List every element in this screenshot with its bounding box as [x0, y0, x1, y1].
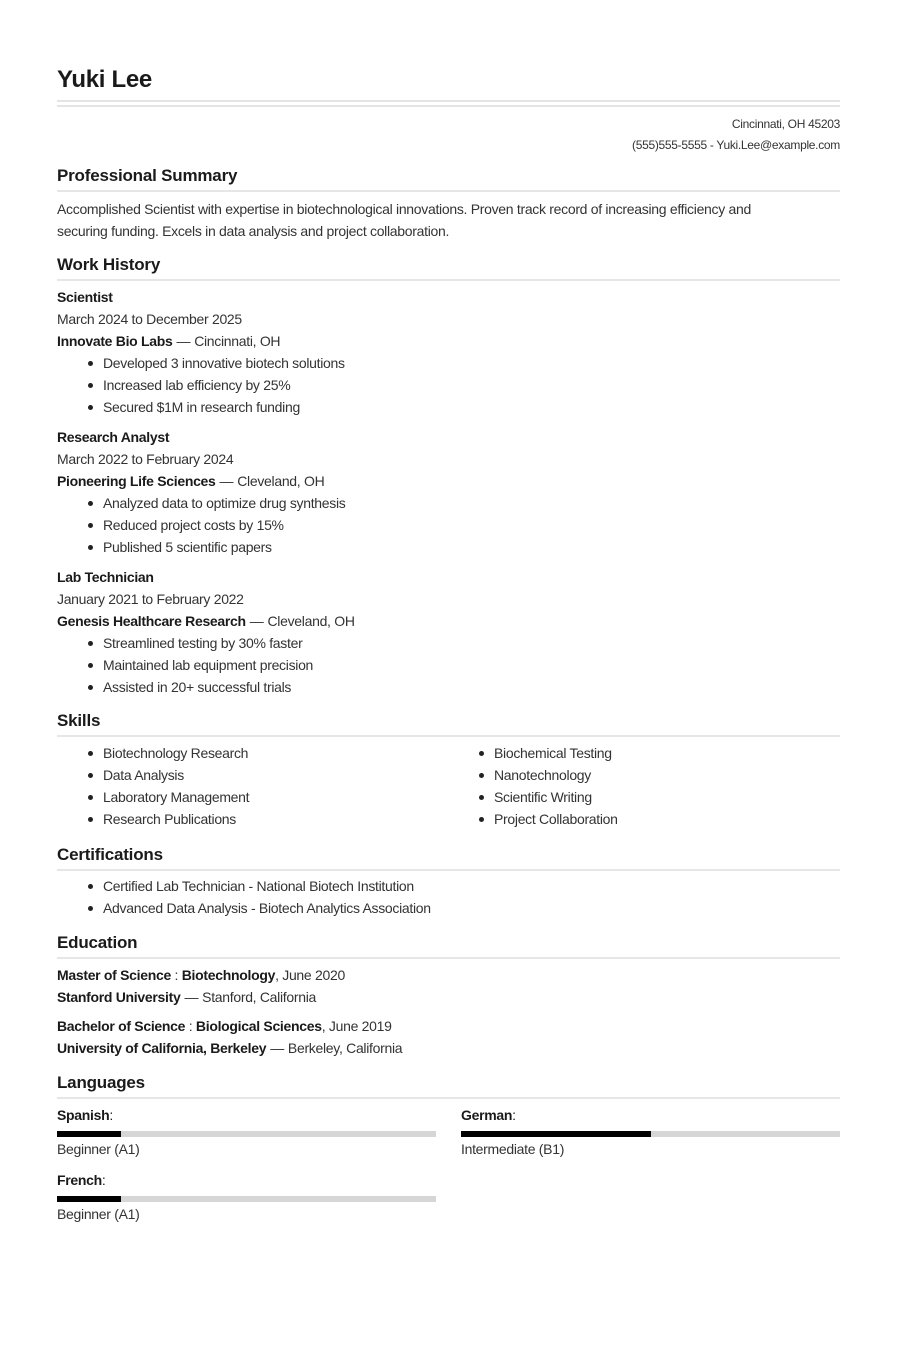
skill-item: Biotechnology Research: [86, 742, 249, 764]
skill-item: Laboratory Management: [86, 786, 249, 808]
field-of-study: Biological Sciences: [195, 1018, 322, 1034]
list-item: Increased lab efficiency by 25%: [86, 374, 345, 396]
job-location: Cleveland, OH: [237, 473, 325, 489]
skill-item: Scientific Writing: [477, 786, 618, 808]
skill-item: Data Analysis: [86, 764, 249, 786]
phone-email: (555)555-5555 - Yuki.Lee@example.com: [632, 138, 840, 152]
certifications-list: [86, 875, 431, 919]
degree-line: [57, 964, 345, 986]
section-title-education: Education: [57, 933, 840, 959]
job-company-line: [57, 610, 355, 632]
company-name: Pioneering Life Sciences: [57, 473, 216, 489]
skill-item: Research Publications: [86, 808, 249, 830]
skills-list-right: [477, 742, 618, 830]
job-company-line: [57, 470, 324, 492]
language-name-text: German: [461, 1107, 513, 1123]
job-dates: March 2022 to February 2024: [57, 451, 234, 467]
header-divider: [57, 100, 840, 107]
job-title: Scientist: [57, 289, 113, 305]
contact-info: [632, 114, 840, 156]
list-item: Analyzed data to optimize drug synthesis: [86, 492, 345, 514]
summary-text: [57, 198, 751, 242]
list-item: Secured $1M in research funding: [86, 396, 345, 418]
language-name-text: Spanish: [57, 1107, 110, 1123]
certification-item: Certified Lab Technician - National Biotech Institution: [86, 875, 431, 897]
language-name: [461, 1107, 516, 1123]
field-of-study: Biotechnology: [181, 967, 276, 983]
degree-separator: :: [185, 1018, 196, 1034]
school-location: Stanford, California: [202, 989, 316, 1005]
skill-item: Project Collaboration: [477, 808, 618, 830]
dash-separator: —: [219, 473, 234, 489]
language-proficiency-fill: [57, 1196, 121, 1202]
candidate-name: Yuki Lee: [57, 66, 152, 93]
job-company-line: [57, 330, 280, 352]
company-name: Innovate Bio Labs: [57, 333, 173, 349]
section-title-languages: Languages: [57, 1073, 840, 1099]
job-bullets: [86, 632, 313, 698]
dash-separator: —: [270, 1040, 284, 1056]
job-dates: January 2021 to February 2022: [57, 591, 244, 607]
list-item: Published 5 scientific papers: [86, 536, 345, 558]
graduation-date: , June 2019: [321, 1018, 392, 1034]
job-dates: March 2024 to December 2025: [57, 311, 242, 327]
section-title-summary: Professional Summary: [57, 166, 840, 192]
job-entry: [57, 566, 355, 632]
section-title-work-history: Work History: [57, 255, 840, 281]
colon: :: [109, 1107, 113, 1123]
school-name: Stanford University: [57, 989, 181, 1005]
list-item: Reduced project costs by 15%: [86, 514, 345, 536]
education-entry: [57, 1015, 402, 1059]
address: Cincinnati, OH 45203: [731, 117, 840, 131]
job-title: Lab Technician: [57, 569, 154, 585]
section-title-certifications: Certifications: [57, 845, 840, 871]
job-entry: [57, 286, 280, 352]
dash-separator: —: [249, 613, 264, 629]
list-item: Maintained lab equipment precision: [86, 654, 313, 676]
job-title: Research Analyst: [57, 429, 170, 445]
colon: :: [101, 1172, 106, 1188]
school-line: [57, 1037, 402, 1059]
language-proficiency-bar: [57, 1131, 436, 1137]
job-bullets: [86, 492, 345, 558]
degree: Master of Science: [57, 967, 171, 983]
job-location: Cincinnati, OH: [194, 333, 281, 349]
degree-separator: :: [170, 967, 182, 983]
language-level: Intermediate (B1): [461, 1141, 565, 1157]
job-location: Cleveland, OH: [267, 613, 355, 629]
language-name-text: French: [57, 1172, 102, 1188]
school-line: [57, 986, 345, 1008]
list-item: Assisted in 20+ successful trials: [86, 676, 313, 698]
skill-item: Nanotechnology: [477, 764, 618, 786]
language-level: Beginner (A1): [57, 1206, 140, 1222]
language-proficiency-fill: [461, 1131, 651, 1137]
section-title-skills: Skills: [57, 711, 840, 737]
skill-item: Biochemical Testing: [477, 742, 618, 764]
degree-line: [57, 1015, 402, 1037]
summary-line: Accomplished Scientist with expertise in biotechnological innovations. Proven track record of increasing efficiency and: [57, 201, 751, 217]
job-entry: [57, 426, 324, 492]
colon: :: [512, 1107, 516, 1123]
dash-separator: —: [184, 989, 199, 1005]
language-name: [57, 1107, 113, 1123]
dash-separator: —: [176, 333, 191, 349]
language-proficiency-bar: [461, 1131, 840, 1137]
job-bullets: [86, 352, 345, 418]
list-item: Streamlined testing by 30% faster: [86, 632, 313, 654]
language-proficiency-fill: [57, 1131, 121, 1137]
education-entry: [57, 964, 345, 1008]
degree: Bachelor of Science: [57, 1018, 186, 1034]
skills-list-left: [86, 742, 249, 830]
company-name: Genesis Healthcare Research: [57, 613, 246, 629]
language-level: Beginner (A1): [57, 1141, 140, 1157]
language-name: [57, 1172, 105, 1188]
language-proficiency-bar: [57, 1196, 436, 1202]
graduation-date: , June 2020: [275, 967, 345, 983]
certification-item: Advanced Data Analysis - Biotech Analytics Association: [86, 897, 431, 919]
summary-line: securing funding. Excels in data analysis and project collaboration.: [57, 223, 450, 239]
school-location: Berkeley, California: [287, 1040, 403, 1056]
school-name: University of California, Berkeley: [57, 1040, 267, 1056]
list-item: Developed 3 innovative biotech solutions: [86, 352, 345, 374]
